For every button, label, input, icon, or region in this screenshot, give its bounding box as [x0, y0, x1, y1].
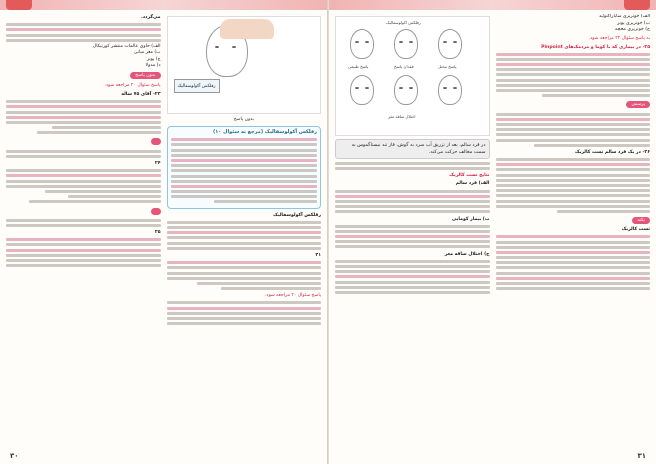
- left-page-col-left: [6, 14, 161, 444]
- question-pill: پرسش: [626, 101, 650, 108]
- right-page-columns: [335, 14, 650, 444]
- page-header-bar: [0, 0, 327, 10]
- page-header-bar: [329, 0, 656, 10]
- figure-caloric-test: [335, 16, 490, 136]
- question-26: ۲۶- در یک فرد سالم تست کالریک: [574, 149, 650, 155]
- question-25: ۲۵: [154, 230, 161, 236]
- figure-title: رفلکس اکولوسفالیک: [386, 20, 421, 25]
- panel-label-2: فقدان پاسخ: [394, 64, 414, 69]
- question-intro: می‌گردد.: [141, 15, 161, 20]
- question-23: ۲۳- آقای ۷۵ ساله: [121, 91, 161, 97]
- page-tab: [6, 0, 32, 10]
- option-d: د) مدولا: [145, 63, 161, 69]
- page-tab: [624, 0, 650, 10]
- section-heading: رفلکس آکولوسفالیک: [273, 212, 321, 218]
- left-page-columns: [6, 14, 321, 444]
- option-a: الف) حاوی عالمات منتشر کورتیکال: [92, 43, 161, 49]
- item-c: ج) اختلال ساقه مغز: [444, 251, 490, 257]
- info-box: [167, 126, 322, 209]
- figure-caption: بدون پاسخ: [233, 117, 254, 122]
- question-25: ۲۵- در بیماری که با کوما و مردمک‌های Pinpoint: [541, 44, 650, 50]
- answer-pill: بدون پاسخ: [130, 72, 160, 79]
- caloric-note-box: در فرد سالم، بعد از تزریق آب سرد به گوش، فاز تند نیستاگموس به سمت مخالف حرکت می‌کند.: [335, 139, 490, 159]
- question-31: ۳۱: [315, 252, 321, 258]
- panel-label-1: پاسخ طبیعی: [348, 64, 369, 69]
- examiner-hands-illustration: [220, 19, 274, 39]
- question-24: ۲۴: [154, 161, 161, 166]
- right-page: [328, 0, 656, 464]
- right-page-col-left: [335, 14, 490, 444]
- tip-title: تست کالریک: [621, 227, 650, 233]
- figure-label-box: رفلکس آکولوسفالیک: [174, 79, 220, 93]
- item-b: ب) بیمار کومایی: [452, 216, 490, 222]
- page-number-right: ۳۱: [637, 452, 646, 460]
- panel-label-4: اختلال ساقه مغز: [388, 114, 416, 119]
- answer-reference-31: پاسخ سئوال ۲۰ مراجعه شود.: [264, 293, 321, 299]
- page-number-left: ۳۰: [10, 452, 19, 460]
- panel-label-3: پاسخ مختل: [438, 64, 457, 69]
- info-box-title: رفلکس آکولوسفالیک (مرجع به سئوال ۱۰): [212, 129, 317, 135]
- right-page-col-right: [496, 14, 651, 444]
- option-line-1: الف) خونریزی سابارآکنوئید: [598, 14, 650, 19]
- item-a: الف) فرد سالم: [455, 181, 490, 187]
- tips-pill: نکته: [632, 217, 650, 224]
- option-line-2: ب) خونریزی پونز: [617, 20, 650, 26]
- answer-reference: پاسخ سئوال ۲۰ مراجعه شود.: [104, 82, 161, 88]
- answer-reference: به پاسخ سئوال ۲۲ مراجعه شود.: [588, 35, 650, 41]
- left-page-col-right: [167, 14, 322, 444]
- option-line-3: ج) خونریزی مخچه: [615, 27, 650, 32]
- caloric-results-heading: نتایج تست کالریک: [449, 173, 490, 179]
- figure-oculocephalic: [167, 16, 322, 114]
- option-c: ج) پونز: [146, 56, 161, 62]
- option-b: ب) مغز میانی: [133, 50, 161, 56]
